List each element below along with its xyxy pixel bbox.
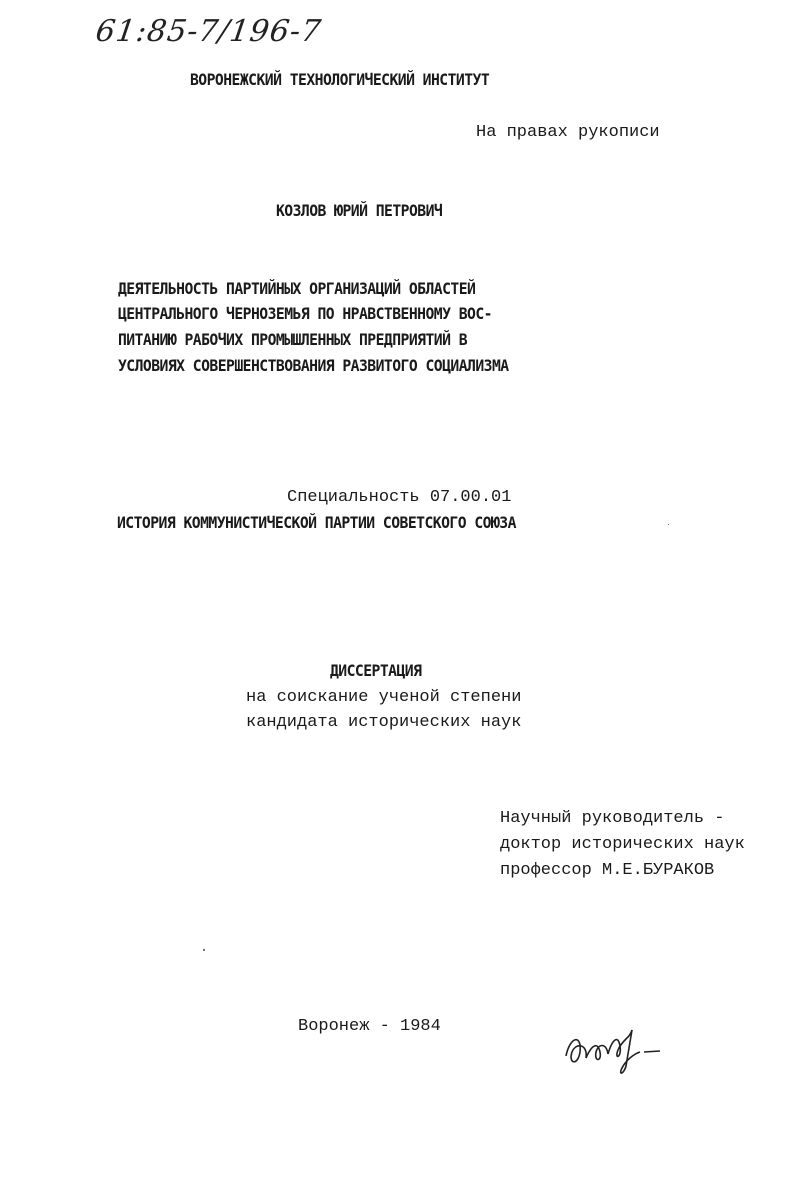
paper-speck (203, 949, 205, 951)
place-and-year: Воронеж - 1984 (298, 1017, 441, 1036)
author-name: КОЗЛОВ ЮРИЙ ПЕТРОВИЧ (276, 201, 443, 220)
specialty-name: ИСТОРИЯ КОММУНИСТИЧЕСКОЙ ПАРТИИ СОВЕТСКОГО СОЮЗА (117, 513, 516, 532)
title-line: УСЛОВИЯХ СОВЕРШЕНСТВОВАНИЯ РАЗВИТОГО СОЦИАЛИЗМА (118, 356, 509, 375)
archive-code-handwritten: 61:85-7/196-7 (93, 14, 324, 49)
supervisor-line-2: доктор исторических наук (500, 835, 745, 854)
degree-line-1: на соискание ученой степени (246, 688, 522, 707)
title-line: ПИТАНИЮ РАБОЧИХ ПРОМЫШЛЕННЫХ ПРЕДПРИЯТИЙ В (118, 330, 468, 349)
supervisor-line-1: Научный руководитель - (500, 809, 725, 828)
specialty-code: Специальность 07.00.01 (287, 488, 512, 507)
manuscript-rights-note: На правах рукописи (476, 123, 660, 142)
title-line: ДЕЯТЕЛЬНОСТЬ ПАРТИЙНЫХ ОРГАНИЗАЦИЙ ОБЛАСТЕЙ (118, 279, 476, 298)
title-line: ЦЕНТРАЛЬНОГО ЧЕРНОЗЕМЬЯ ПО НРАВСТВЕННОМУ ВОС- (118, 304, 492, 323)
paper-speck (668, 524, 669, 525)
institute-name: ВОРОНЕЖСКИЙ ТЕХНОЛОГИЧЕСКИЙ ИНСТИТУТ (190, 70, 490, 89)
dissertation-heading: ДИССЕРТАЦИЯ (330, 661, 422, 680)
degree-line-2: кандидата исторических наук (246, 713, 522, 732)
supervisor-line-3: профессор М.Е.БУРАКОВ (500, 861, 715, 880)
signature (560, 1022, 690, 1082)
